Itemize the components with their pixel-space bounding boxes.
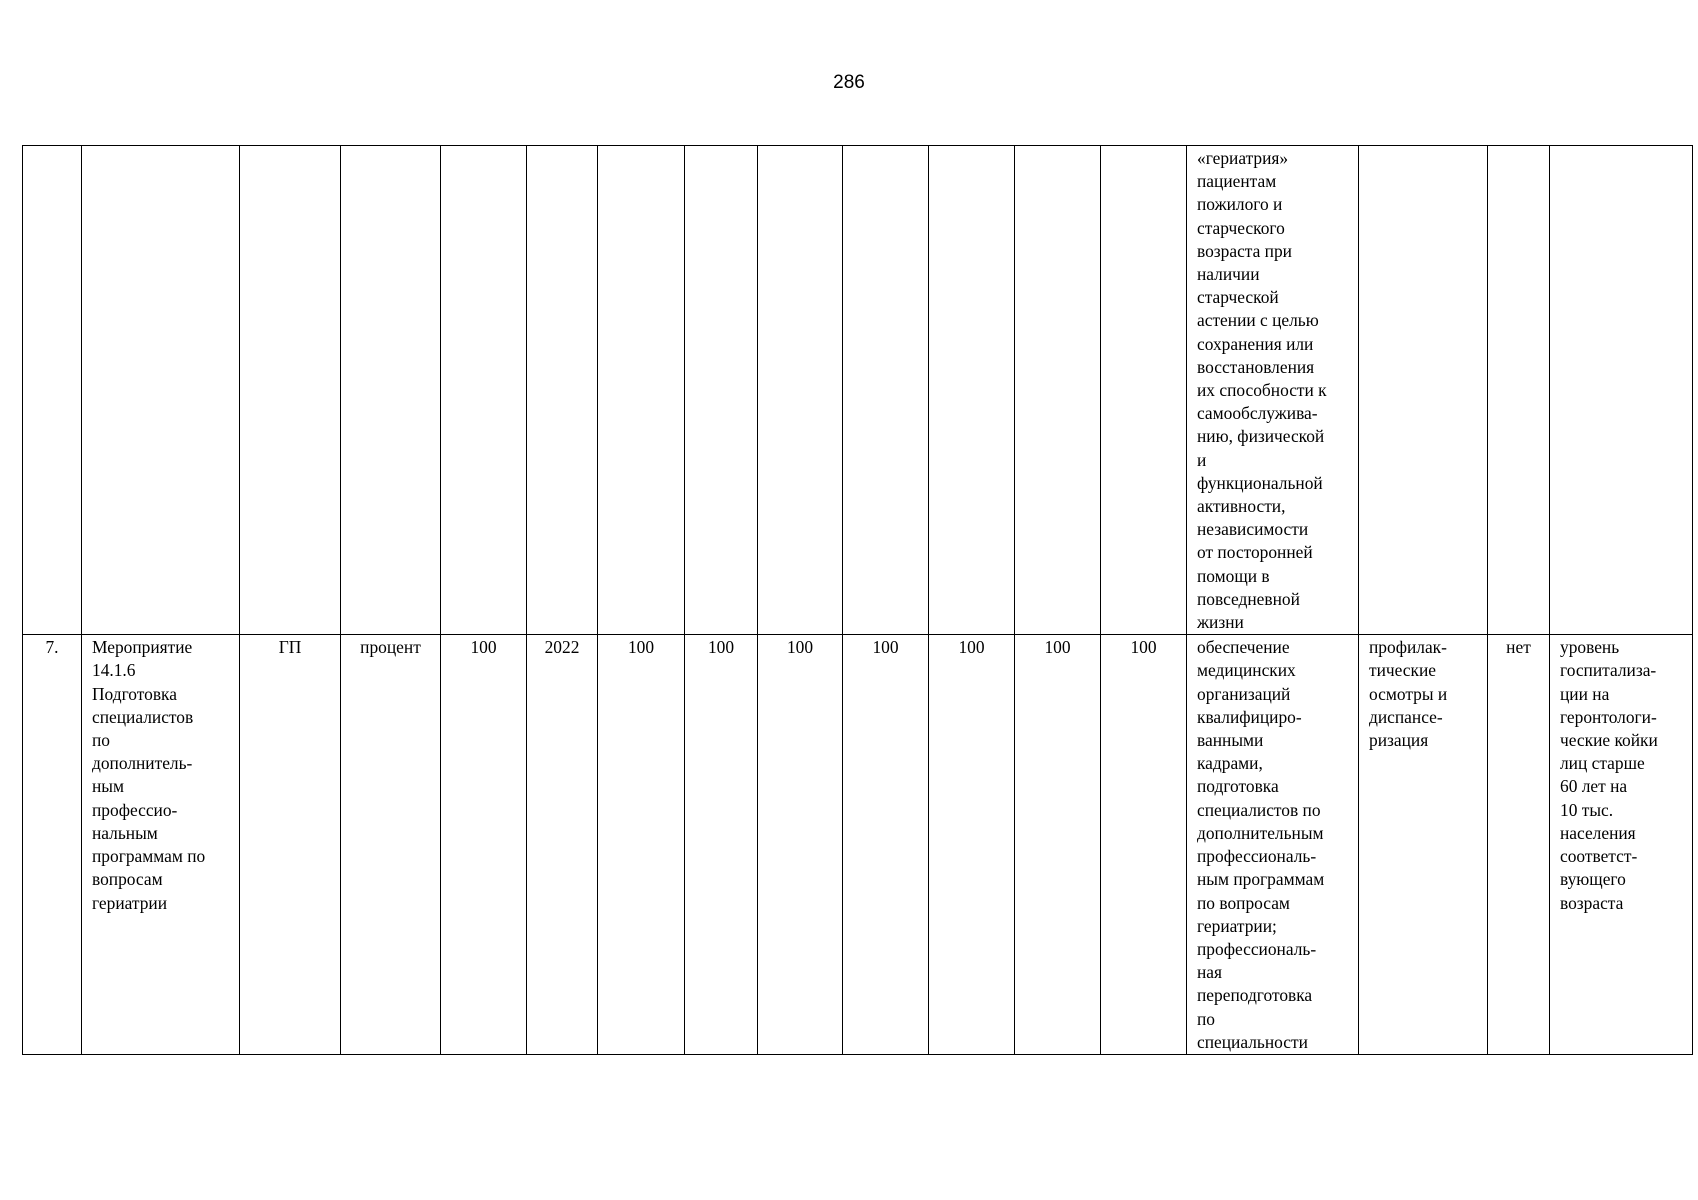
text-line: функциональной <box>1197 472 1323 493</box>
text-line: подготовка <box>1197 776 1279 797</box>
cell-value: 100 <box>1101 635 1187 1055</box>
cell-value-empty <box>685 146 758 635</box>
text-line: возраста при <box>1197 240 1292 261</box>
table-row-continued <box>23 146 1693 635</box>
cell-value: 100 <box>685 635 758 1055</box>
text-line: дополнитель- <box>92 753 193 774</box>
text-line: тические <box>1369 660 1436 681</box>
text-line: госпитализа- <box>1560 660 1657 681</box>
text-line: вопросам <box>92 869 163 890</box>
text-line: их способности к <box>1197 380 1327 401</box>
text-line: осмотры и <box>1369 683 1448 704</box>
text-line: специалистов по <box>1197 799 1321 820</box>
cell-number-empty <box>23 146 82 635</box>
text-line: активности, <box>1197 496 1286 517</box>
cell-base-year-empty <box>527 146 598 635</box>
text-line: соответст- <box>1560 846 1638 867</box>
text-line: организаций <box>1197 683 1291 704</box>
text-line: от посторонней <box>1197 542 1313 563</box>
text-line: нальным <box>92 822 158 843</box>
cell-value-empty <box>1101 146 1187 635</box>
text-line: переподготовка <box>1197 985 1313 1006</box>
text-line: ным <box>92 776 124 797</box>
text-line: квалифициро- <box>1197 706 1302 727</box>
text-line: сохранения или <box>1197 333 1314 354</box>
text-line: диспансе- <box>1369 706 1443 727</box>
cell-value: 100 <box>758 635 843 1055</box>
cell-flag-empty <box>1488 146 1550 635</box>
text-line: 10 тыс. <box>1560 799 1614 820</box>
cell-measure-name <box>82 635 240 1055</box>
cell-value-empty <box>843 146 929 635</box>
text-line: по <box>92 730 111 751</box>
text-line: ная <box>1197 962 1223 983</box>
cell-name-empty <box>82 146 240 635</box>
text-line: ции на <box>1560 683 1610 704</box>
table-row-7 <box>23 635 1693 1055</box>
measures-table <box>22 145 1693 1055</box>
text-line: профессиональ- <box>1197 938 1317 959</box>
text-line: дополнительным <box>1197 822 1324 843</box>
text-line: профилак- <box>1369 637 1447 658</box>
text-line: независимости <box>1197 519 1309 540</box>
text-line: лиц старше <box>1560 753 1645 774</box>
text-line: Мероприятие <box>92 637 193 658</box>
cell-value: 100 <box>598 635 685 1055</box>
text-line: восстановления <box>1197 356 1315 377</box>
text-line: старческой <box>1197 287 1279 308</box>
text-line: уровень <box>1560 637 1620 658</box>
cell-link-empty <box>1359 146 1488 635</box>
text-line: нию, физической <box>1197 426 1325 447</box>
text-line: специалистов <box>92 706 194 727</box>
text-line: помощи в <box>1197 565 1270 586</box>
text-line: и <box>1197 449 1207 470</box>
cell-value: 100 <box>1015 635 1101 1055</box>
text-line: астении с целью <box>1197 310 1319 331</box>
text-line: пожилого и <box>1197 194 1283 215</box>
text-line: программам по <box>92 846 206 867</box>
text-line: старческого <box>1197 217 1285 238</box>
cell-value-empty <box>929 146 1015 635</box>
cell-row-number: 7. <box>23 635 82 1055</box>
page-number: 286 <box>833 72 865 93</box>
text-line: ризация <box>1369 730 1429 751</box>
cell-source: ГП <box>240 635 341 1055</box>
text-line: по <box>1197 1008 1216 1029</box>
cell-source-empty <box>240 146 341 635</box>
text-line: специальности <box>1197 1031 1308 1052</box>
text-line: возраста <box>1560 892 1624 913</box>
cell-indicator-empty <box>1550 146 1693 635</box>
cell-result-continued <box>1187 146 1359 635</box>
cell-value-empty <box>758 146 843 635</box>
text-line: геронтологи- <box>1560 706 1657 727</box>
text-line: вующего <box>1560 869 1626 890</box>
cell-link <box>1359 635 1488 1055</box>
text-line: обеспечение <box>1197 637 1290 658</box>
text-line: самообслужива- <box>1197 403 1318 424</box>
text-line: повседневной <box>1197 588 1300 609</box>
text-line: ческие койки <box>1560 730 1658 751</box>
cell-indicator <box>1550 635 1693 1055</box>
text-line: гериатрии <box>92 892 168 913</box>
text-line: ным программам <box>1197 869 1325 890</box>
cell-value: 100 <box>843 635 929 1055</box>
text-line: медицинских <box>1197 660 1296 681</box>
cell-base-year: 2022 <box>527 635 598 1055</box>
cell-value-empty <box>1015 146 1101 635</box>
text-line: гериатрии; <box>1197 915 1277 936</box>
text-line: 14.1.6 <box>92 660 136 681</box>
text-line: «гериатрия» <box>1197 148 1289 168</box>
text-line: пациентам <box>1197 171 1277 192</box>
cell-unit-empty <box>341 146 441 635</box>
cell-unit: процент <box>341 635 441 1055</box>
text-line: кадрами, <box>1197 753 1263 774</box>
cell-flag: нет <box>1488 635 1550 1055</box>
text-line: профессиональ- <box>1197 846 1317 867</box>
cell-result <box>1187 635 1359 1055</box>
text-line: ванными <box>1197 730 1264 751</box>
text-line: профессио- <box>92 799 178 820</box>
cell-base-value: 100 <box>441 635 527 1055</box>
cell-value-empty <box>598 146 685 635</box>
text-line: населения <box>1560 822 1636 843</box>
cell-value: 100 <box>929 635 1015 1055</box>
text-line: Подготовка <box>92 683 177 704</box>
text-line: жизни <box>1197 612 1244 633</box>
cell-base-value-empty <box>441 146 527 635</box>
text-line: по вопросам <box>1197 892 1290 913</box>
text-line: наличии <box>1197 264 1260 285</box>
text-line: 60 лет на <box>1560 776 1628 797</box>
